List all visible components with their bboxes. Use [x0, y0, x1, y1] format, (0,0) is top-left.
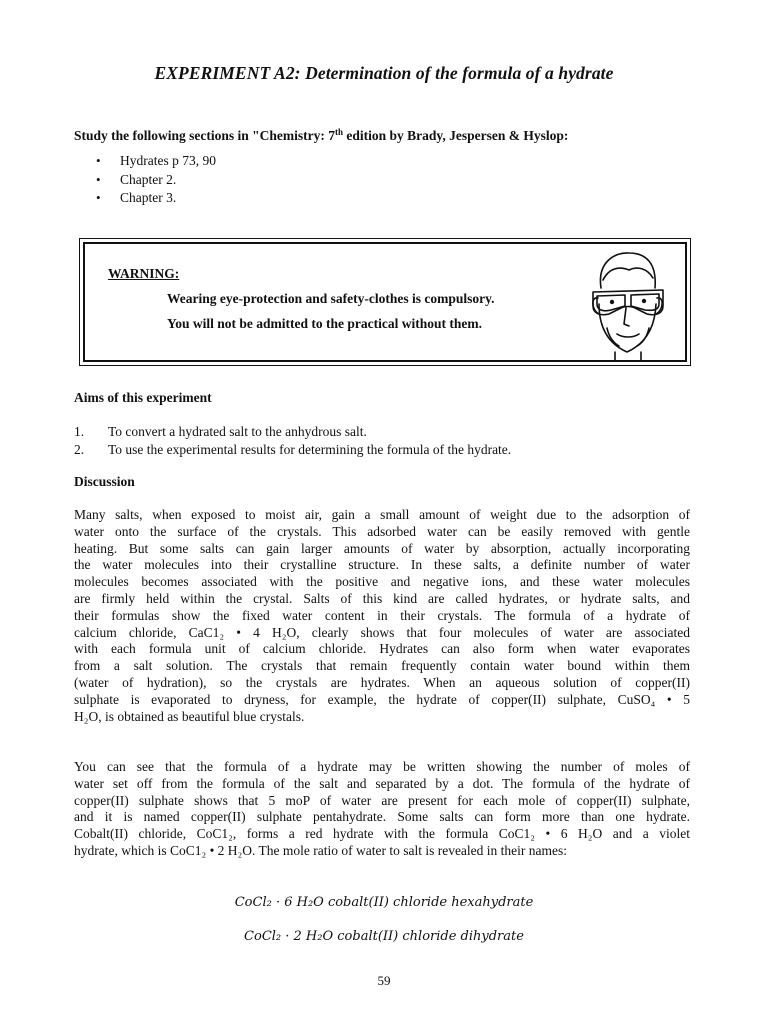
paragraph-line: are firmly held within the crystal. Salts of this kind are called hydrates, or hydrate salts, and	[74, 590, 690, 606]
warning-line-1: Wearing eye-protection and safety-clothes is compulsory.	[167, 291, 495, 306]
study-text: Study the following sections in "Chemistry: 7	[74, 128, 336, 143]
warning-line-2: You will not be admitted to the practical without them.	[167, 316, 482, 331]
list-item	[74, 423, 511, 441]
face-with-safety-goggles-icon	[579, 248, 675, 360]
bullet-icon: •	[96, 171, 101, 187]
paragraph-line: Many salts, when exposed to moist air, gain a small amount of weight due to the adsorption of	[74, 507, 690, 522]
discussion-heading: Discussion	[74, 474, 135, 489]
list-item-text: To use the experimental results for determining the formula of the hydrate.	[108, 441, 512, 457]
paragraph-line: heating. But some salts can gain larger amounts of water by absorption, actually incorporating	[74, 540, 690, 556]
list-item-text: Chapter 2.	[120, 171, 177, 187]
bullet-icon: •	[96, 153, 101, 168]
paragraph-line: sulphate is evaporated to dryness, for example, the hydrate of copper(II) sulphate, CuSO₄ • 5	[74, 691, 690, 707]
paragraph-line: H₂O, is obtained as beautiful blue crystals.	[74, 708, 305, 724]
aims-heading: Aims of this experiment	[74, 390, 212, 405]
paragraph-line: with each formula unit of calcium chloride. Hydrates can also form when water evaporates	[74, 641, 690, 657]
list-item	[74, 441, 511, 459]
paragraph-line: water set off from the formula of the salt and separated by a dot. The formula of the hydrate of	[74, 775, 690, 791]
aims-list	[74, 423, 511, 458]
paragraph-line: copper(II) sulphate shows that 5 moP of water are present for each mole of copper(II) sulphate,	[74, 792, 690, 808]
paragraph-line: from a salt solution. The crystals that remain frequently contain water bound within them	[74, 658, 690, 674]
list-item	[96, 152, 216, 171]
list-item-number: 1.	[74, 424, 85, 439]
page-number: 59	[377, 973, 391, 988]
paragraph-line: their formulas show the fixed water content in their crystals. The formula of a hydrate of	[74, 607, 690, 623]
study-instruction	[74, 128, 568, 144]
equation-dihydrate: CoCl₂ · 2 H₂O cobalt(II) chloride dihydrate	[244, 929, 524, 944]
reading-list	[96, 152, 216, 208]
list-item-text: To convert a hydrated salt to the anhydrous salt.	[108, 424, 367, 439]
page-title: EXPERIMENT A2: Determination of the formula of a hydrate	[154, 63, 614, 83]
list-item-number: 2.	[74, 441, 85, 457]
paragraph-line: You can see that the formula of a hydrate may be written showing the number of moles of	[74, 759, 690, 774]
study-text-end: edition by Brady, Jespersen & Hyslop:	[343, 128, 569, 143]
paragraph-line: calcium chloride, CaC1₂ • 4 H₂O, clearly shows that four molecules of water are associated	[74, 624, 690, 640]
list-item	[96, 189, 216, 208]
paragraph-line: Cobalt(II) chloride, CoC1₂, forms a red hydrate with the formula CoC1₂ • 6 H₂O and a violet	[74, 826, 690, 842]
warning-heading: WARNING:	[108, 266, 180, 281]
discussion-paragraph-1	[74, 507, 690, 725]
list-item	[96, 171, 216, 190]
paragraph-line: water onto the surface of the crystals. This adsorbed water can be easily removed with gentle	[74, 523, 690, 539]
paragraph-line: molecules becomes associated with the positive and negative ions, and these water molecules	[74, 574, 690, 590]
list-item-text: Hydrates p 73, 90	[120, 153, 216, 168]
study-superscript: th	[335, 127, 344, 137]
paragraph-line: the water molecules into their crystalline structure. In these salts, a definite number of water	[74, 557, 690, 573]
equation-hexahydrate: CoCl₂ · 6 H₂O cobalt(II) chloride hexahydrate	[234, 895, 534, 910]
paragraph-line: hydrate, which is CoC1₂ • 2 H₂O. The mole ratio of water to salt is revealed in their names:	[74, 842, 568, 858]
list-item-text: Chapter 3.	[120, 190, 177, 205]
bullet-icon: •	[96, 190, 101, 205]
paragraph-line: and it is named copper(II) sulphate pentahydrate. Some salts can form more than one hydrate.	[74, 809, 690, 825]
discussion-paragraph-2	[74, 759, 690, 860]
paragraph-line: (water of hydration), so the crystals are hydrates. When an aqueous solution of copper(II)	[74, 674, 690, 690]
